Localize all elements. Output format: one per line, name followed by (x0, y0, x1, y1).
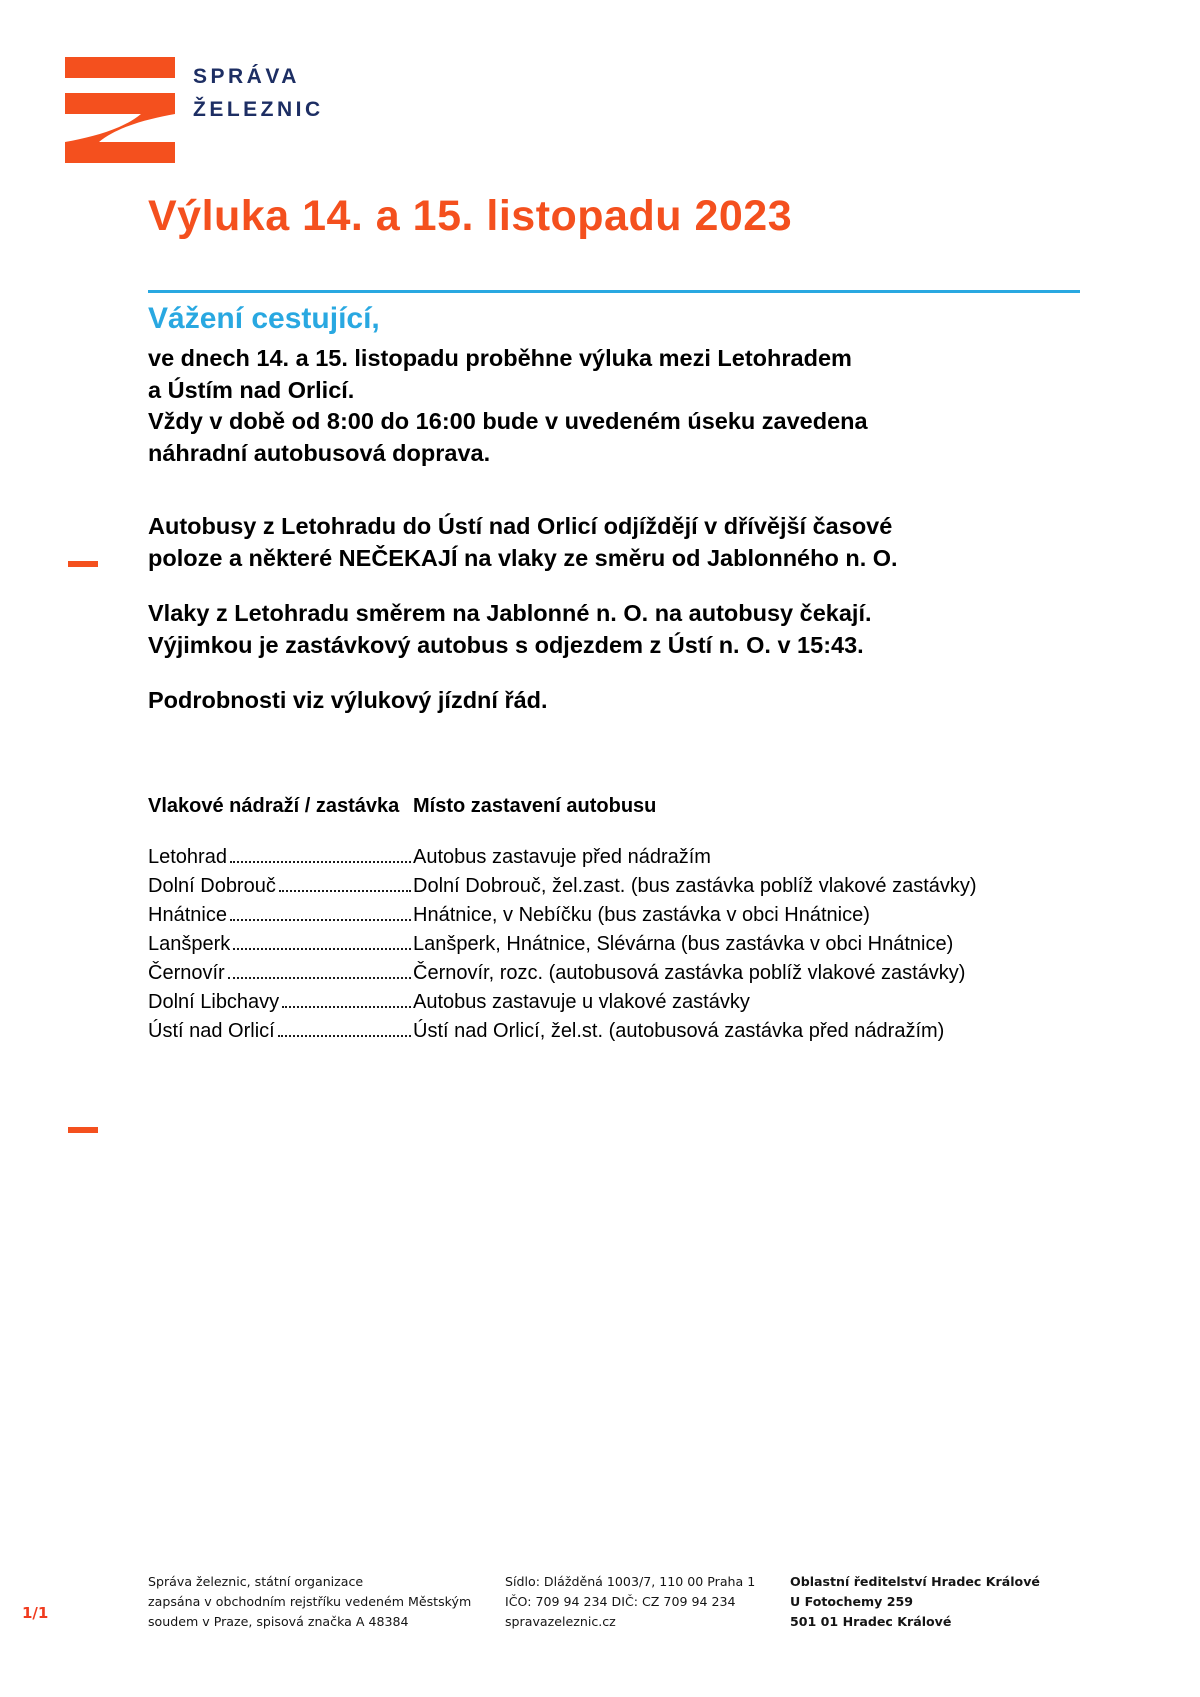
fold-mark (68, 561, 98, 567)
paragraph-line: a Ústím nad Orlicí. (148, 376, 355, 403)
station-name: Ústí nad Orlicí (148, 1019, 275, 1042)
footer-line: Oblastní ředitelství Hradec Králové (790, 1574, 1040, 1589)
station-name: Lanšperk (148, 932, 231, 955)
table-row (148, 988, 1080, 1017)
table-row (148, 959, 1080, 988)
bus-stop-location: Autobus zastavuje u vlakové zastávky (413, 990, 750, 1013)
station-cell (148, 872, 413, 901)
bus-stop-location: Hnátnice, v Nebíčku (bus zastávka v obci Hnátnice) (413, 903, 870, 926)
body-paragraph-4 (148, 685, 1080, 717)
station-cell (148, 843, 413, 872)
divider-rule (148, 290, 1080, 293)
station-cell (148, 959, 413, 988)
footer-line: 501 01 Hradec Králové (790, 1614, 952, 1629)
logo-wordmark-line1: SPRÁVA (193, 65, 300, 88)
table-row (148, 901, 1080, 930)
footer-org-column (148, 1572, 488, 1632)
table-row (148, 930, 1080, 959)
column-header-station: Vlakové nádraží / zastávka (148, 794, 400, 817)
fold-mark (68, 1127, 98, 1133)
paragraph-line: Vždy v době od 8:00 do 16:00 bude v uvedeném úseku zavedena (148, 408, 868, 434)
body-paragraph-2 (148, 511, 1080, 574)
table-row (148, 872, 1080, 901)
leader-dots (230, 861, 411, 863)
paragraph-line: Podrobnosti viz výlukový jízdní řád. (148, 687, 548, 713)
footer-line: IČO: 709 94 234 DIČ: CZ 709 94 234 (505, 1594, 736, 1609)
column-header-bus-stop: Místo zastavení autobusu (413, 794, 657, 817)
logo-wordmark-line2: ŽELEZNIC (193, 98, 324, 121)
station-name: Hnátnice (148, 903, 227, 926)
footer-website: spravazeleznic.cz (505, 1614, 616, 1629)
table-row (148, 1017, 1080, 1046)
footer-line: U Fotochemy 259 (790, 1594, 914, 1609)
station-name: Letohrad (148, 845, 227, 868)
station-cell (148, 901, 413, 930)
paragraph-line: Vlaky z Letohradu směrem na Jablonné n. O. na autobusy čekají. (148, 600, 872, 626)
paragraph-line: Autobusy z Letohradu do Ústí nad Orlicí odjíždějí v dřívější časové (148, 513, 893, 539)
footer-line: zapsána v obchodním rejstříku vedeném Městským (148, 1594, 472, 1609)
page-title: Výluka 14. a 15. listopadu 2023 (148, 192, 793, 240)
paragraph-line: poloze a některé NEČEKAJÍ na vlaky ze směru od Jablonného n. O. (148, 544, 898, 571)
leader-dots (279, 890, 411, 892)
bus-stop-location: Autobus zastavuje před nádražím (413, 845, 711, 868)
footer-line: Sídlo: Dlážděná 1003/7, 110 00 Praha 1 (505, 1574, 756, 1589)
leader-dots (230, 919, 411, 921)
station-cell (148, 1017, 413, 1046)
stations-table-rows (148, 843, 1080, 1046)
paragraph-line: ve dnech 14. a 15. listopadu proběhne výluka mezi Letohradem (148, 345, 852, 371)
bus-stop-location: Dolní Dobrouč, žel.zast. (bus zastávka poblíž vlakové zastávky) (413, 874, 977, 897)
salutation-heading: Vážení cestující, (148, 302, 380, 335)
content-column (148, 0, 1080, 1046)
bus-stop-location: Lanšperk, Hnátnice, Slévárna (bus zastávka v obci Hnátnice) (413, 932, 954, 955)
bus-stop-location: Černovír, rozc. (autobusová zastávka poblíž vlakové zastávky) (413, 961, 966, 984)
leader-dots (228, 977, 411, 979)
footer-office-column (790, 1572, 1090, 1632)
footer-line: Správa železnic, státní organizace (148, 1574, 364, 1589)
leader-dots (282, 1006, 411, 1008)
bus-stop-location: Ústí nad Orlicí, žel.st. (autobusová zastávka před nádražím) (413, 1019, 945, 1042)
footer-contact-column (505, 1572, 785, 1632)
leader-dots (233, 948, 411, 950)
leader-dots (278, 1035, 411, 1037)
stations-table (148, 793, 1080, 1046)
footer-line: soudem v Praze, spisová značka A 48384 (148, 1614, 409, 1629)
station-name: Dolní Libchavy (148, 990, 280, 1013)
page-number: 1/1 (22, 1604, 49, 1622)
body-paragraph-1 (148, 343, 1080, 469)
paragraph-line: Výjimkou je zastávkový autobus s odjezdem z Ústí n. O. v 15:43. (148, 631, 864, 658)
station-name: Černovír (148, 961, 225, 984)
paragraph-line: náhradní autobusová doprava. (148, 439, 491, 466)
stations-table-header (148, 793, 1080, 819)
station-cell (148, 988, 413, 1017)
table-row (148, 843, 1080, 872)
station-name: Dolní Dobrouč (148, 874, 276, 897)
station-cell (148, 930, 413, 959)
body-paragraph-3 (148, 598, 1080, 661)
